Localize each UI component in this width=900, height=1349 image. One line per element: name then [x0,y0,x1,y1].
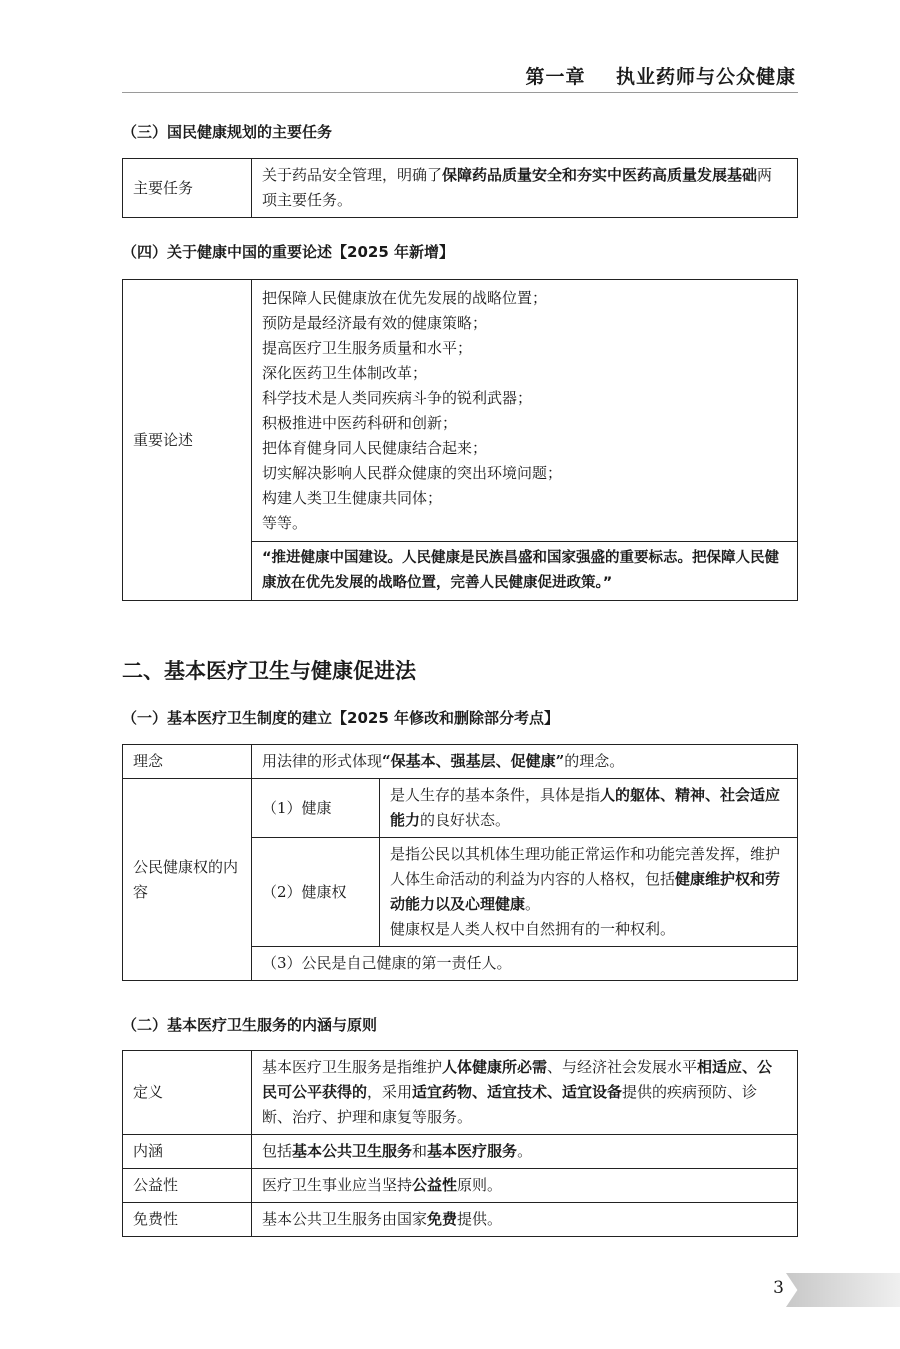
row-label: 主要任务 [123,159,252,218]
row-label: 内涵 [123,1135,252,1169]
row-content: 是指公民以其机体生理功能正常运作和功能完善发挥，维护人体生命活动的利益为内容的人格权，包括健康维护权和劳动能力以及心理健康。 健康权是人类人权中自然拥有的一种权利。 [380,838,798,947]
list-item: 等等。 [262,514,308,532]
table-row [123,1135,798,1169]
row-content: （3）公民是自己健康的第一责任人。 [252,947,798,981]
row-label: 公益性 [123,1169,252,1203]
subsection-heading-3: （三）国民健康规划的主要任务 [122,123,333,141]
list-item: 科学技术是人类同疾病斗争的锐利武器； [262,389,533,407]
table-row [123,159,798,218]
table-row [123,1169,798,1203]
subsection-heading-4: （四）关于健康中国的重要论述【2025 年新增】 [122,243,454,261]
row-content: 基本公共卫生服务由国家免费提供。 [252,1203,798,1237]
row-content: 是人生存的基本条件，具体是指人的躯体、精神、社会适应能力的良好状态。 [380,779,798,838]
row-content: 关于药品安全管理，明确了保障药品质量安全和夯实中医药高质量发展基础两项主要任务。 [252,159,798,218]
header-divider [122,92,798,93]
row-label: 重要论述 [123,280,252,601]
row-label: 公民健康权的内容 [123,779,252,981]
discourse-table [122,279,798,601]
list-item: 提高医疗卫生服务质量和水平； [262,339,473,357]
health-rights-table [122,744,798,981]
row-content: 用法律的形式体现“保基本、强基层、促健康”的理念。 [252,745,798,779]
list-item: 切实解决影响人民群众健康的突出环境问题； [262,464,563,482]
list-item: 构建人类卫生健康共同体； [262,489,443,507]
row-label: 理念 [123,745,252,779]
subsection-heading-2-2: （二）基本医疗卫生服务的内涵与原则 [122,1016,378,1034]
table-row [123,745,798,779]
sub-label: （2）健康权 [252,838,380,947]
chapter-header: 第一章 执业药师与公众健康 [525,66,796,88]
row-label: 免费性 [123,1203,252,1237]
discourse-list [252,280,798,542]
table-row [123,779,798,838]
main-tasks-table [122,158,798,218]
table-row [123,1051,798,1135]
row-content: 基本医疗卫生服务是指维护人体健康所必需、与经济社会发展水平相适应、公民可公平获得的，采用适宜药物、适宜技术、适宜设备提供的疾病预防、诊断、治疗、护理和康复等服务。 [252,1051,798,1135]
row-content: 包括基本公共卫生服务和基本医疗服务。 [252,1135,798,1169]
table-row [123,280,798,542]
table-row [123,1203,798,1237]
page-number: 3 [773,1278,784,1298]
basic-service-table [122,1050,798,1237]
quote-text: “推进健康中国建设。人民健康是民族昌盛和国家强盛的重要标志。把保障人民健康放在优先发展的战略位置，完善人民健康促进政策。” [252,542,798,601]
page-corner-decoration [786,1273,900,1307]
list-item: 预防是最经济最有效的健康策略； [262,314,488,332]
subsection-heading-2-1: （一）基本医疗卫生制度的建立【2025 年修改和删除部分考点】 [122,709,559,727]
row-label: 定义 [123,1051,252,1135]
list-item: 积极推进中医药科研和创新； [262,414,458,432]
list-item: 把体育健身同人民健康结合起来； [262,439,488,457]
row-content: 医疗卫生事业应当坚持公益性原则。 [252,1169,798,1203]
sub-label: （1）健康 [252,779,380,838]
list-item: 深化医药卫生体制改革； [262,364,428,382]
section-title: 二、基本医疗卫生与健康促进法 [122,658,416,683]
list-item: 把保障人民健康放在优先发展的战略位置； [262,289,548,307]
